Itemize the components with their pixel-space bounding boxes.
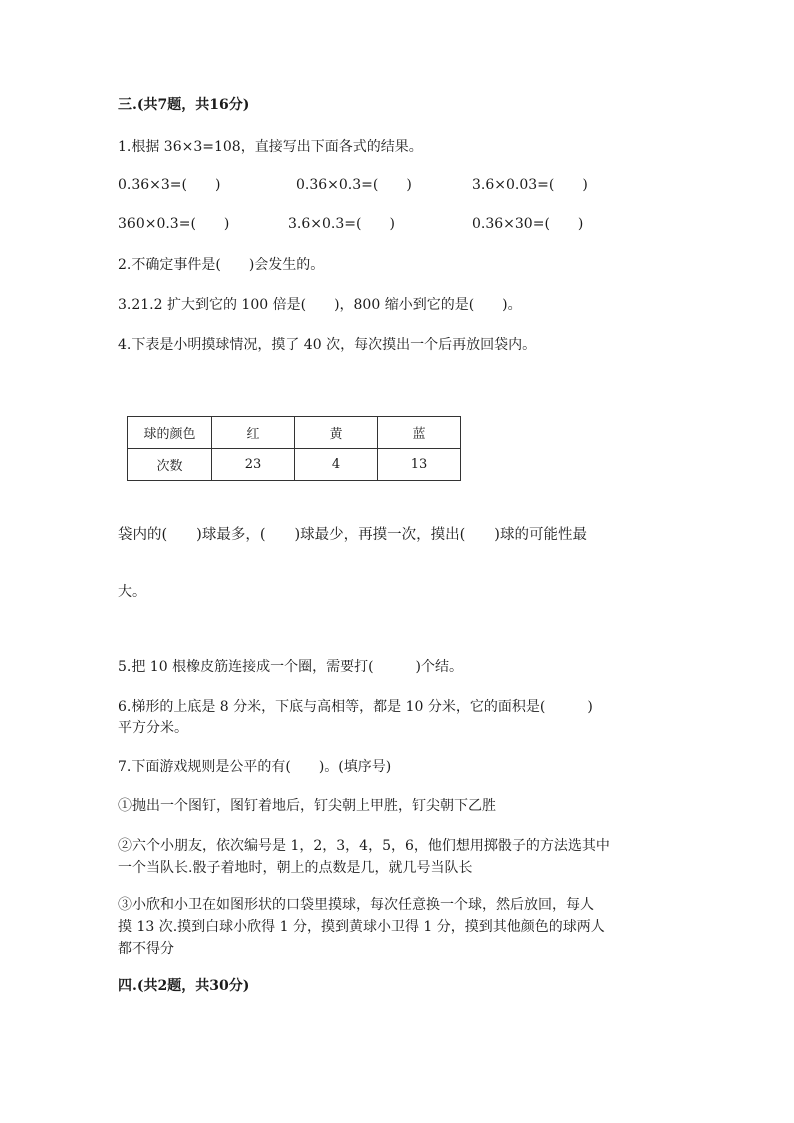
table-row xyxy=(128,417,461,449)
question-2: 2.不确定事件是( )会发生的。 xyxy=(118,257,325,273)
q1-item: 360×0.3=( ) xyxy=(118,216,230,232)
table-cell: 球的颜色 xyxy=(128,417,212,449)
question-7-stem: 7.下面游戏规则是公平的有( )。(填序号) xyxy=(118,759,392,775)
question-1-stem: 1.根据 36×3=108，直接写出下面各式的结果。 xyxy=(118,139,423,155)
question-6-line-2: 平方分米。 xyxy=(118,720,188,736)
table-cell: 蓝 xyxy=(378,417,461,449)
question-4-answer-line-1: 袋内的( )球最多，( )球最少，再摸一次，摸出( )球的可能性最 xyxy=(118,527,587,543)
option-2-line: 一个当队长.骰子着地时，朝上的点数是几，就几号当队长 xyxy=(118,860,473,876)
table-cell: 红 xyxy=(212,417,295,449)
q1-item: 0.36×3=( ) xyxy=(118,177,221,193)
ball-tally-table xyxy=(127,416,461,481)
question-6-line-1: 6.梯形的上底是 8 分米，下底与高相等，都是 10 分米，它的面积是( ) xyxy=(118,699,593,715)
q1-item: 3.6×0.3=( ) xyxy=(288,216,395,232)
section-3-heading: 三.(共7题，共16分) xyxy=(118,97,250,113)
q1-item: 3.6×0.03=( ) xyxy=(472,177,588,193)
section-4-heading: 四.(共2题，共30分) xyxy=(118,978,250,994)
question-4-answer-line-2: 大。 xyxy=(118,584,146,600)
table-cell: 黄 xyxy=(295,417,378,449)
table-cell: 23 xyxy=(212,449,295,481)
table-cell: 13 xyxy=(378,449,461,481)
q1-item: 0.36×30=( ) xyxy=(472,216,584,232)
option-3-line: ③小欣和小卫在如图形状的口袋里摸球，每次任意换一个球，然后放回，每人 xyxy=(118,897,594,913)
option-3-line: 都不得分 xyxy=(118,941,174,957)
question-7-option-1: ①抛出一个图钉，图钉着地后，钉尖朝上甲胜，钉尖朝下乙胜 xyxy=(118,798,496,814)
option-2-line: ②六个小朋友，依次编号是 1，2，3，4，5，6，他们想用掷骰子的方法选其中 xyxy=(118,838,610,854)
question-5: 5.把 10 根橡皮筋连接成一个圈，需要打( )个结。 xyxy=(118,659,463,675)
table-cell: 次数 xyxy=(128,449,212,481)
question-3: 3.21.2 扩大到它的 100 倍是( )，800 缩小到它的是( )。 xyxy=(118,297,522,313)
q1-item: 0.36×0.3=( ) xyxy=(296,177,412,193)
table-cell: 4 xyxy=(295,449,378,481)
option-3-line: 摸 13 次.摸到白球小欣得 1 分，摸到黄球小卫得 1 分，摸到其他颜色的球两人 xyxy=(118,919,605,935)
question-4-stem: 4.下表是小明摸球情况，摸了 40 次，每次摸出一个后再放回袋内。 xyxy=(118,337,537,353)
table-row xyxy=(128,449,461,481)
